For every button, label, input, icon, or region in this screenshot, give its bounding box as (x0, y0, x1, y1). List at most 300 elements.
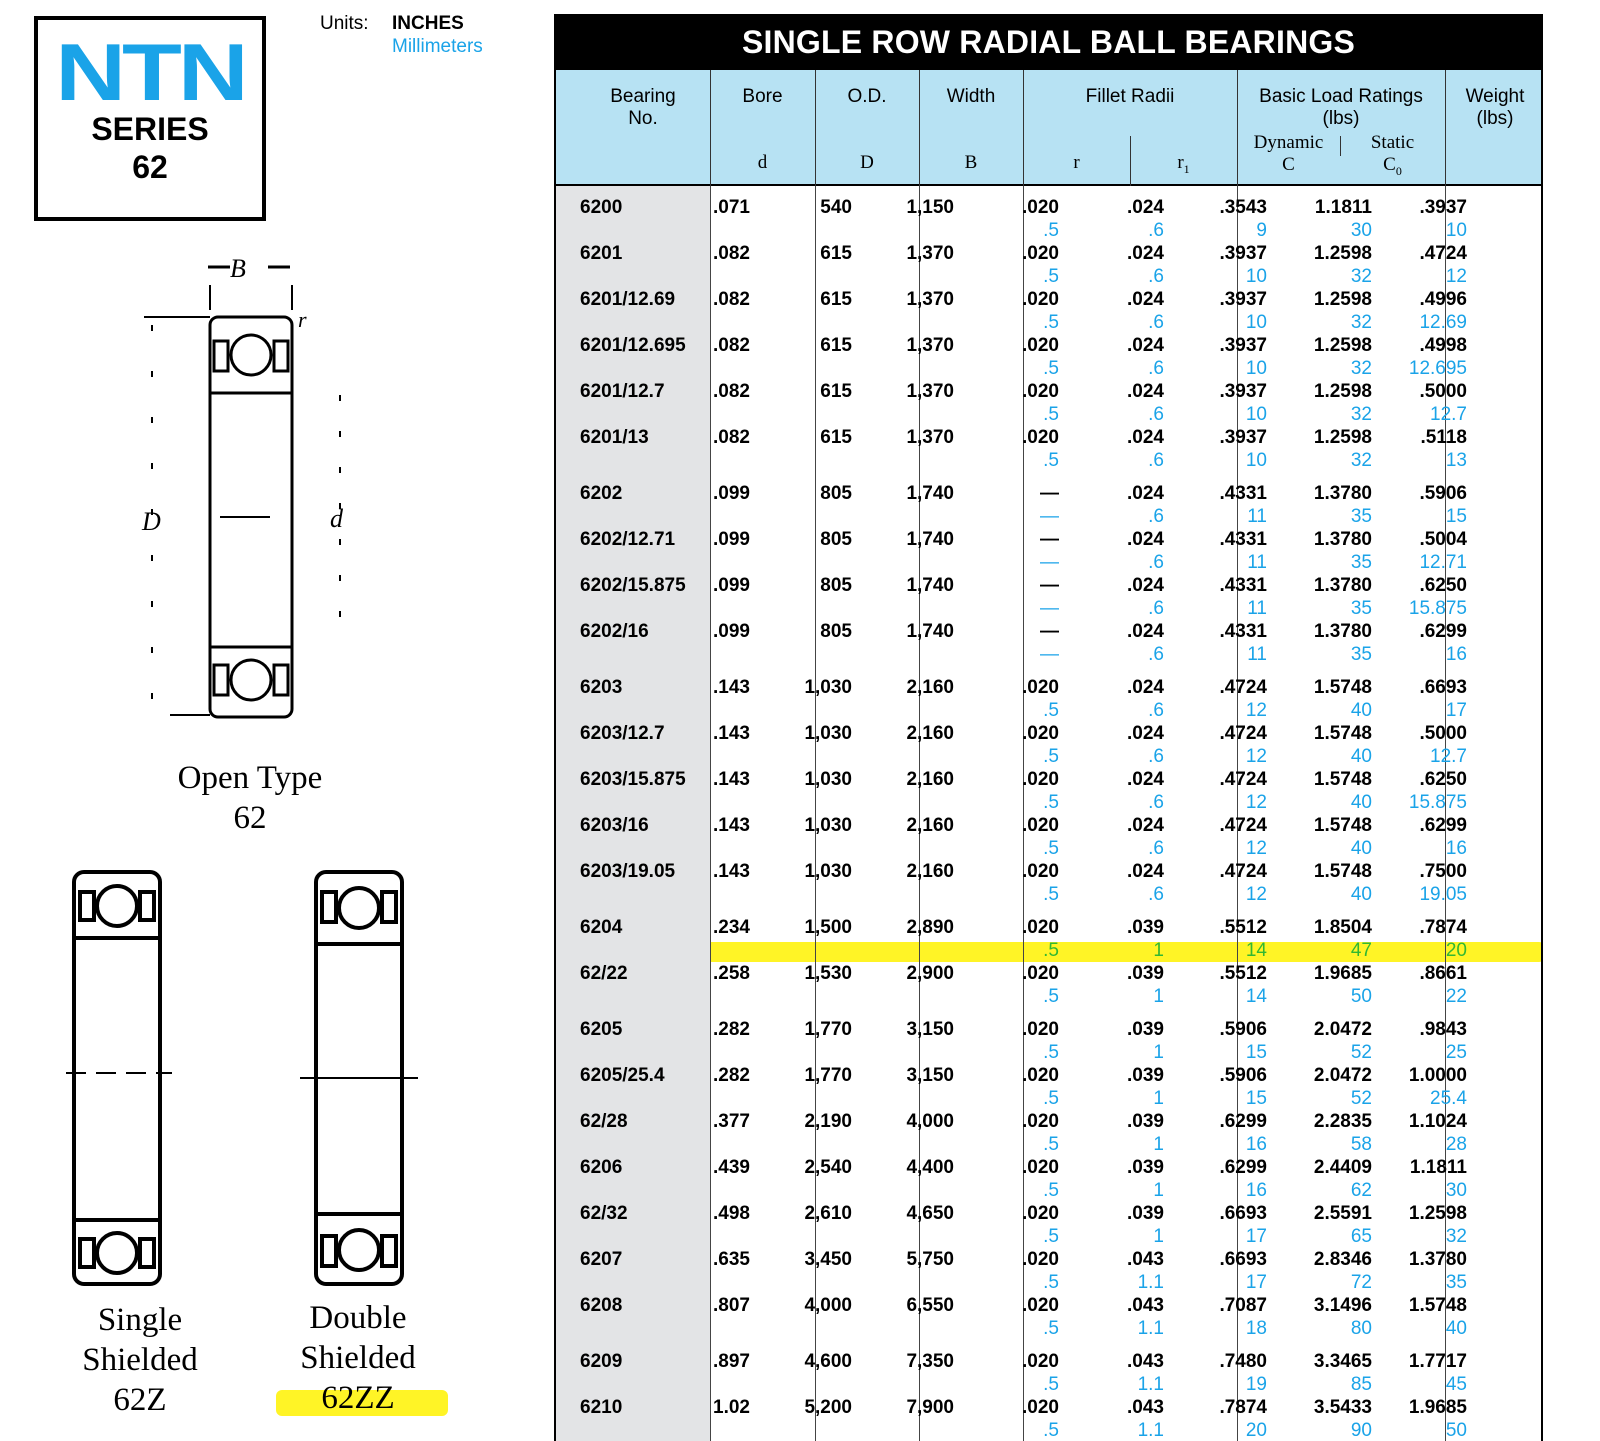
cell-d-mm: 35 (1350, 598, 1372, 619)
cell-c0-value: 1,030 (804, 677, 852, 698)
cell-d-mm: 22 (1445, 986, 1467, 1007)
cell-r1-value: .020 (1022, 1203, 1059, 1224)
cell-b-mm: 15 (1245, 1042, 1267, 1063)
header-width: Width (946, 86, 996, 107)
cell-b-mm: 11 (1247, 644, 1267, 665)
cell-r-value: .024 (1127, 769, 1164, 790)
cell-r1-mm: .5 (1043, 1226, 1059, 1247)
bearing-number: 6201/12.7 (580, 381, 665, 402)
cell-d-value: 1.5748 (1313, 861, 1372, 882)
cell-r-value: .024 (1127, 677, 1164, 698)
cell-d-value: 1.1024 (1408, 1111, 1467, 1132)
cell-d-mm: 35 (1350, 644, 1372, 665)
cell-b-mm: 11 (1247, 552, 1267, 573)
table-row (556, 482, 1543, 528)
cell-r1-mm: .5 (1043, 1088, 1059, 1109)
cell-w-value: .377 (713, 1111, 750, 1132)
open-type-bearing-diagram (130, 255, 370, 735)
table-row (556, 814, 1543, 860)
cell-c-value: 1,740 (906, 621, 954, 642)
cell-r1-value: — (1040, 621, 1059, 642)
table-row (556, 426, 1543, 472)
cell-d-mm: 25 (1445, 1042, 1467, 1063)
cell-b-mm: 14 (1245, 986, 1267, 1007)
cell-c0-value: 615 (820, 427, 852, 448)
cell-r-mm: .6 (1148, 792, 1164, 813)
cell-c-value: 7,900 (906, 1397, 954, 1418)
cell-r-mm: 1 (1153, 1180, 1164, 1201)
cell-d-value: .5000 (1419, 723, 1467, 744)
cell-d-mm: 52 (1350, 1042, 1372, 1063)
cell-r-value: .039 (1127, 1111, 1164, 1132)
cell-w-value: .082 (713, 381, 750, 402)
cell-w-value: .143 (713, 769, 750, 790)
cell-c0-value: 615 (820, 381, 852, 402)
cell-d-value: 1.5748 (1313, 723, 1372, 744)
cell-r-value: .039 (1127, 1157, 1164, 1178)
cell-d-mm: 32 (1350, 266, 1372, 287)
cell-w-value: .635 (713, 1249, 750, 1270)
cell-r-mm: 1 (1153, 1226, 1164, 1247)
table-row (556, 288, 1543, 334)
cell-r1-mm: — (1040, 598, 1059, 619)
cell-c0-value: 1,770 (804, 1065, 852, 1086)
series-label: SERIES (91, 111, 209, 147)
cell-r-mm: .6 (1148, 884, 1164, 905)
cell-r1-value: .020 (1022, 197, 1059, 218)
bearing-number: 6208 (580, 1295, 623, 1316)
cell-d-mm: 40 (1350, 884, 1372, 905)
table-row (556, 1202, 1543, 1248)
cell-c0-value: 2,610 (804, 1203, 852, 1224)
table-header (556, 70, 1541, 186)
cell-r-mm: .6 (1148, 450, 1164, 471)
table-row (556, 1110, 1543, 1156)
cell-b-value: .5906 (1219, 1019, 1267, 1040)
cell-r1-mm: .5 (1043, 312, 1059, 333)
cell-r-value: .043 (1127, 1249, 1164, 1270)
cell-r1-mm: .5 (1043, 838, 1059, 859)
table-row (556, 574, 1543, 620)
cell-c0-value: 805 (820, 483, 852, 504)
cell-r1-mm: .5 (1043, 940, 1059, 961)
cell-d-mm: 40 (1350, 838, 1372, 859)
bearing-number: 6203/19.05 (580, 861, 676, 882)
cell-c-value: 2,160 (906, 861, 954, 882)
cell-r-mm: .6 (1148, 312, 1164, 333)
cell-r-mm: .6 (1148, 598, 1164, 619)
cell-b-value: .6299 (1219, 1157, 1267, 1178)
cell-w-value: .082 (713, 427, 750, 448)
header-bore: Bore (742, 86, 783, 107)
cell-r1-mm: .5 (1043, 1042, 1059, 1063)
cell-d-mm: 32 (1350, 358, 1372, 379)
cell-d-mm: 10 (1445, 220, 1467, 241)
cell-c-value: 1,370 (906, 243, 954, 264)
cell-c-value: 2,160 (906, 815, 954, 836)
cell-r1-value: — (1040, 483, 1059, 504)
cell-r1-value: .020 (1022, 769, 1059, 790)
cell-w-value: .082 (713, 243, 750, 264)
bearing-number: 6203 (580, 677, 623, 698)
table-row (556, 620, 1543, 666)
cell-d-value: 3.1496 (1313, 1295, 1372, 1316)
units-inches: INCHES (392, 13, 464, 34)
cell-d-value: .4724 (1419, 243, 1467, 264)
cell-c0-value: 615 (820, 243, 852, 264)
cell-c0-value: 2,540 (804, 1157, 852, 1178)
cell-r-mm: .6 (1148, 358, 1164, 379)
cell-r-value: .024 (1127, 381, 1164, 402)
cell-c-value: 1,150 (906, 197, 954, 218)
cell-d-value: .4996 (1419, 289, 1467, 310)
cell-d-value: 2.8346 (1313, 1249, 1372, 1270)
cell-d-value: 1.2598 (1313, 289, 1372, 310)
cell-b-value: .5512 (1219, 917, 1267, 938)
cell-d-value: 2.0472 (1313, 1019, 1372, 1040)
table-row (556, 1156, 1543, 1202)
cell-d-value: .6299 (1419, 621, 1467, 642)
cell-d-value: .5004 (1419, 529, 1467, 550)
cell-d-mm: 12.695 (1408, 358, 1467, 379)
cell-b-mm: 11 (1247, 506, 1267, 527)
cell-d-mm: 15 (1445, 506, 1467, 527)
cell-d-value: 1.0000 (1408, 1065, 1467, 1086)
cell-b-value: .5906 (1219, 1065, 1267, 1086)
table-row (556, 334, 1543, 380)
cell-r-mm: .6 (1148, 644, 1164, 665)
cell-d-value: 1.9685 (1313, 963, 1372, 984)
single-shielded-caption: Single Shielded 62Z (82, 1302, 198, 1418)
cell-r1-value: .020 (1022, 677, 1059, 698)
cell-w-value: .082 (713, 335, 750, 356)
double-shielded-bearing-diagram (300, 868, 420, 1288)
cell-w-value: .143 (713, 677, 750, 698)
cell-d-value: 1.5748 (1313, 769, 1372, 790)
cell-d-mm: 13 (1445, 450, 1467, 471)
cell-c0-value: 615 (820, 335, 852, 356)
header-fillet-radii: Fillet Radii (1085, 86, 1175, 107)
cell-d-value: .6250 (1419, 769, 1467, 790)
cell-r-mm: 1 (1153, 1088, 1164, 1109)
cell-w-value: .282 (713, 1065, 750, 1086)
bearing-number: 62/28 (580, 1111, 628, 1132)
cell-r1-mm: .5 (1043, 1318, 1059, 1339)
cell-w-value: .099 (713, 483, 750, 504)
cell-b-mm: 12 (1245, 884, 1267, 905)
cell-d-mm: 35 (1445, 1272, 1467, 1293)
cell-b-value: .4724 (1219, 677, 1267, 698)
cell-d-mm: 16 (1445, 644, 1467, 665)
cell-r1-value: .020 (1022, 427, 1059, 448)
cell-c-value: 6,550 (906, 1295, 954, 1316)
cell-r-value: .024 (1127, 529, 1164, 550)
cell-b-value: .4724 (1219, 769, 1267, 790)
cell-b-value: .3937 (1219, 427, 1267, 448)
cell-b-value: .4724 (1219, 815, 1267, 836)
cell-c-value: 1,370 (906, 289, 954, 310)
ntn-logo (34, 16, 266, 221)
cell-d-mm: 40 (1350, 746, 1372, 767)
cell-r-value: .039 (1127, 1203, 1164, 1224)
cell-d-value: 1.3780 (1313, 621, 1372, 642)
header-od-symbol: D (860, 152, 874, 173)
cell-r1-mm: .5 (1043, 404, 1059, 425)
cell-r-value: .039 (1127, 917, 1164, 938)
cell-d-value: 3.5433 (1313, 1397, 1372, 1418)
cell-d-value: .7500 (1419, 861, 1467, 882)
cell-c-value: 2,160 (906, 677, 954, 698)
cell-b-mm: 10 (1245, 312, 1267, 333)
cell-r1-value: .020 (1022, 861, 1059, 882)
cell-d-mm: 45 (1445, 1374, 1467, 1395)
cell-d-value: 1.9685 (1408, 1397, 1467, 1418)
table-row (556, 860, 1543, 906)
cell-c0-value: 805 (820, 621, 852, 642)
cell-r-mm: .6 (1148, 746, 1164, 767)
cell-c0-value: 1,030 (804, 861, 852, 882)
cell-b-mm: 12 (1245, 792, 1267, 813)
cell-c-value: 1,370 (906, 335, 954, 356)
cell-d-value: 1.2598 (1313, 381, 1372, 402)
cell-b-mm: 12 (1245, 746, 1267, 767)
cell-b-mm: 11 (1247, 598, 1267, 619)
cell-r1-mm: .5 (1043, 1180, 1059, 1201)
bearing-number: 6201/12.695 (580, 335, 686, 356)
cell-d-value: .9843 (1419, 1019, 1467, 1040)
cell-r-mm: 1.1 (1137, 1272, 1164, 1293)
cell-b-value: .6693 (1219, 1249, 1267, 1270)
cell-r1-value: .020 (1022, 1249, 1059, 1270)
cell-c0-value: 4,600 (804, 1351, 852, 1372)
bearing-number: 6202/16 (580, 621, 649, 642)
cell-c0-value: 5,200 (804, 1397, 852, 1418)
header-width-symbol: B (964, 152, 978, 173)
cell-b-mm: 10 (1245, 266, 1267, 287)
cell-d-value: 1.5748 (1313, 677, 1372, 698)
cell-b-value: .3937 (1219, 243, 1267, 264)
cell-c0-value: 805 (820, 529, 852, 550)
cell-r1-value: — (1040, 575, 1059, 596)
bearing-number: 6210 (580, 1397, 623, 1418)
cell-r1-mm: .5 (1043, 986, 1059, 1007)
cell-b-mm: 12 (1245, 838, 1267, 859)
cell-b-value: .3937 (1219, 381, 1267, 402)
cell-d-mm: 90 (1350, 1420, 1372, 1441)
cell-d-value: .5000 (1419, 381, 1467, 402)
cell-d-value: 2.5591 (1313, 1203, 1372, 1224)
cell-r-value: .024 (1127, 483, 1164, 504)
cell-w-value: .897 (713, 1351, 750, 1372)
bearing-number: 6203/16 (580, 815, 649, 836)
cell-w-value: 1.02 (713, 1397, 750, 1418)
cell-r-mm: .6 (1148, 552, 1164, 573)
table-row (556, 1064, 1543, 1110)
cell-c0-value: 805 (820, 575, 852, 596)
cell-w-value: .099 (713, 529, 750, 550)
bearing-number: 6202/15.875 (580, 575, 686, 596)
cell-r1-mm: .5 (1043, 884, 1059, 905)
cell-b-mm: 16 (1245, 1180, 1267, 1201)
cell-d-value: 1.2598 (1313, 427, 1372, 448)
cell-d-value: 1.2598 (1313, 335, 1372, 356)
cell-r-mm: .6 (1148, 404, 1164, 425)
table-row (556, 916, 1543, 962)
cell-b-value: .6299 (1219, 1111, 1267, 1132)
units-label: Units: (320, 13, 369, 34)
cell-b-mm: 20 (1245, 1420, 1267, 1441)
bearing-number: 6204 (580, 917, 623, 938)
bearing-number: 6209 (580, 1351, 623, 1372)
cell-w-value: .143 (713, 723, 750, 744)
cell-c0-value: 1,030 (804, 769, 852, 790)
bearing-number: 6201/13 (580, 427, 649, 448)
cell-r1-value: .020 (1022, 963, 1059, 984)
cell-r-value: .043 (1127, 1397, 1164, 1418)
cell-c-value: 2,890 (906, 917, 954, 938)
cell-b-mm: 18 (1245, 1318, 1267, 1339)
cell-r-value: .043 (1127, 1351, 1164, 1372)
cell-r-value: .024 (1127, 723, 1164, 744)
cell-d-value: 2.2835 (1313, 1111, 1372, 1132)
cell-r1-value: .020 (1022, 1065, 1059, 1086)
double-shielded-caption: Double Shielded 62ZZ (300, 1300, 416, 1416)
cell-r-value: .024 (1127, 335, 1164, 356)
cell-b-value: .7480 (1219, 1351, 1267, 1372)
cell-r-mm: .6 (1148, 506, 1164, 527)
cell-d-value: 1.3780 (1313, 575, 1372, 596)
header-od: O.D. (847, 86, 887, 107)
cell-c0-value: 4,000 (804, 1295, 852, 1316)
cell-d-mm: 50 (1445, 1420, 1467, 1441)
cell-d-value: .6250 (1419, 575, 1467, 596)
bearing-number: 6200 (580, 197, 623, 218)
header-bore-symbol: d (757, 152, 768, 173)
cell-d-value: 1.1811 (1409, 1157, 1467, 1178)
cell-r1-mm: .5 (1043, 1374, 1059, 1395)
cell-d-mm: 17 (1445, 700, 1467, 721)
cell-d-value: 1.5748 (1313, 815, 1372, 836)
table-row (556, 196, 1543, 242)
cell-r-mm: .6 (1148, 266, 1164, 287)
cell-c0-value: 2,190 (804, 1111, 852, 1132)
cell-w-value: .099 (713, 621, 750, 642)
cell-b-mm: 17 (1245, 1272, 1267, 1293)
header-basic-load-ratings: Basic Load Ratings (lbs) (1259, 86, 1423, 129)
cell-d-mm: 35 (1350, 552, 1372, 573)
bearing-number: 62/22 (580, 963, 628, 984)
cell-r1-mm: .5 (1043, 1134, 1059, 1155)
cell-c-value: 7,350 (906, 1351, 954, 1372)
cell-r1-mm: .5 (1043, 266, 1059, 287)
cell-b-mm: 10 (1245, 358, 1267, 379)
bearing-number: 6207 (580, 1249, 623, 1270)
cell-b-mm: 15 (1245, 1088, 1267, 1109)
table-title: SINGLE ROW RADIAL BALL BEARINGS (556, 14, 1541, 70)
header-bearing-no: Bearing No. (610, 86, 676, 129)
cell-w-value: .234 (713, 917, 750, 938)
cell-r-value: .039 (1127, 1019, 1164, 1040)
cell-r1-value: — (1040, 529, 1059, 550)
cell-w-value: .258 (713, 963, 750, 984)
bearing-number: 6201/12.69 (580, 289, 676, 310)
cell-d-value: 2.0472 (1313, 1065, 1372, 1086)
cell-c-value: 4,400 (906, 1157, 954, 1178)
cell-c0-value: 1,500 (804, 917, 852, 938)
label-r: r (298, 307, 307, 332)
cell-b-value: .4331 (1219, 621, 1267, 642)
cell-d-mm: 32 (1350, 450, 1372, 471)
cell-d-mm: 32 (1445, 1226, 1467, 1247)
cell-w-value: .282 (713, 1019, 750, 1040)
cell-d-mm: 35 (1350, 506, 1372, 527)
cell-r-mm: 1.1 (1137, 1374, 1164, 1395)
cell-r1-value: .020 (1022, 1111, 1059, 1132)
cell-r1-value: .020 (1022, 917, 1059, 938)
cell-b-mm: 14 (1245, 940, 1267, 961)
cell-r1-value: .020 (1022, 335, 1059, 356)
cell-r1-mm: .5 (1043, 1420, 1059, 1441)
cell-b-mm: 16 (1245, 1134, 1267, 1155)
cell-b-value: .7087 (1219, 1295, 1267, 1316)
cell-r1-value: .020 (1022, 1295, 1059, 1316)
cell-b-value: .5512 (1219, 963, 1267, 984)
cell-d-mm: 19.05 (1419, 884, 1467, 905)
cell-r-value: .024 (1127, 289, 1164, 310)
header-fillet-r1: $r_1$ (1177, 152, 1190, 176)
cell-c-value: 1,740 (906, 575, 954, 596)
header-static: Static $C_0$ (1370, 132, 1415, 178)
table-row (556, 380, 1543, 426)
cell-c-value: 2,160 (906, 769, 954, 790)
header-dynamic: Dynamic C (1253, 132, 1324, 175)
cell-r-value: .024 (1127, 575, 1164, 596)
cell-r-value: .024 (1127, 621, 1164, 642)
cell-d-mm: 58 (1350, 1134, 1372, 1155)
open-type-caption: Open Type 62 (177, 760, 323, 836)
cell-c-value: 1,370 (906, 427, 954, 448)
cell-r1-mm: .5 (1043, 1272, 1059, 1293)
header-fillet-r: r (1073, 152, 1080, 173)
table-row (556, 768, 1543, 814)
cell-d-mm: 12.7 (1430, 404, 1467, 425)
table-row (556, 242, 1543, 288)
cell-d-mm: 47 (1350, 940, 1372, 961)
cell-r1-value: .020 (1022, 289, 1059, 310)
cell-r1-mm: .5 (1043, 358, 1059, 379)
cell-b-value: .7874 (1219, 1397, 1267, 1418)
cell-r-mm: 1 (1153, 1042, 1164, 1063)
cell-d-mm: 32 (1350, 312, 1372, 333)
cell-c-value: 1,740 (906, 483, 954, 504)
cell-d-mm: 72 (1350, 1272, 1372, 1293)
cell-d-mm: 20 (1445, 940, 1467, 961)
cell-d-mm: 85 (1350, 1374, 1372, 1395)
cell-c-value: 1,370 (906, 381, 954, 402)
cell-r1-value: .020 (1022, 1019, 1059, 1040)
cell-d-mm: 12.7 (1430, 746, 1467, 767)
cell-d-mm: 40 (1350, 792, 1372, 813)
cell-w-value: .071 (713, 197, 750, 218)
cell-d-mm: 80 (1350, 1318, 1372, 1339)
cell-r1-mm: .5 (1043, 220, 1059, 241)
cell-d-value: 1.7717 (1408, 1351, 1467, 1372)
cell-r-value: .024 (1127, 815, 1164, 836)
cell-d-mm: 28 (1445, 1134, 1467, 1155)
cell-d-value: 1.1811 (1314, 197, 1372, 218)
cell-r-mm: 1 (1153, 940, 1164, 961)
cell-c0-value: 1,530 (804, 963, 852, 984)
